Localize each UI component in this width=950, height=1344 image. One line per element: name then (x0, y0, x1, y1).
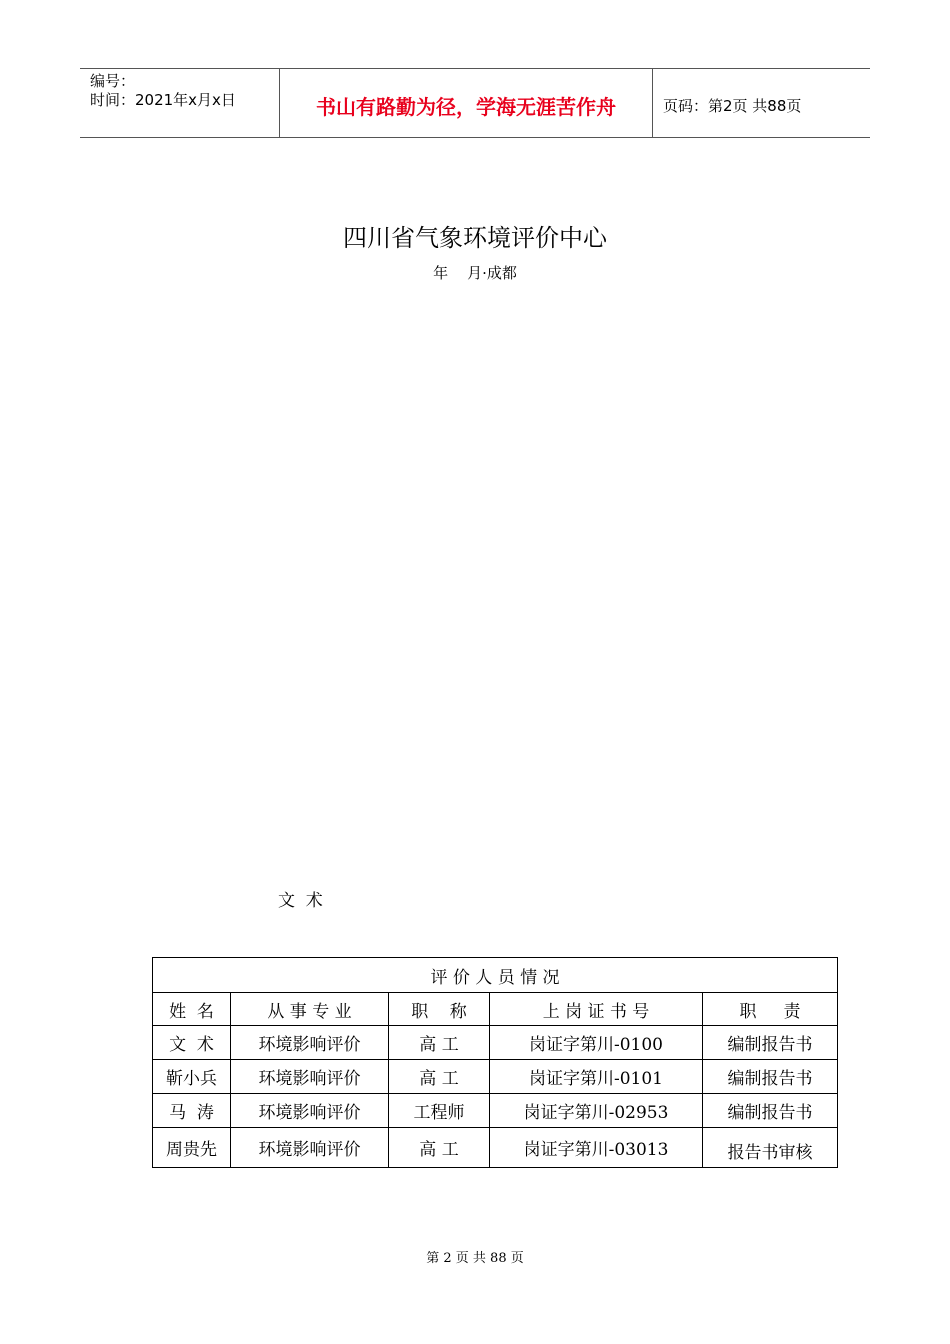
header-motto: 书山有路勤为径，学海无涯苦作舟 (280, 69, 653, 137)
col-header-title: 职 称 (389, 993, 490, 1026)
person-name: 文 术 (278, 891, 323, 911)
col-header-certificate: 上 岗 证 书 号 (490, 993, 703, 1026)
page-header (80, 68, 870, 138)
cell-specialty: 环境影响评价 (231, 1128, 389, 1168)
cell-specialty: 环境影响评价 (231, 1026, 389, 1060)
page-footer: 第 2 页 共 88 页 (426, 1251, 524, 1266)
staff-table (152, 957, 838, 1168)
header-time: 时间：2021年x月x日 (90, 91, 236, 109)
cell-duty: 编制报告书 (703, 1026, 838, 1060)
table-row (153, 1026, 838, 1060)
col-header-specialty: 从 事 专 业 (231, 993, 389, 1026)
cell-certificate: 岗证字第川-0101 (490, 1060, 703, 1094)
header-number: 编号： (90, 72, 136, 90)
col-header-duty: 职 责 (703, 993, 838, 1026)
cell-duty: 编制报告书 (703, 1060, 838, 1094)
cell-title: 高 工 (389, 1026, 490, 1060)
cell-name: 马 涛 (153, 1094, 231, 1128)
cell-duty: 编制报告书 (703, 1094, 838, 1128)
cell-specialty: 环境影响评价 (231, 1094, 389, 1128)
cell-title: 工程师 (389, 1094, 490, 1128)
organization-title: 四川省气象环境评价中心 (343, 224, 607, 252)
table-row (153, 1128, 838, 1168)
cell-certificate: 岗证字第川-03013 (490, 1128, 703, 1168)
col-header-name: 姓 名 (153, 993, 231, 1026)
cell-title: 高 工 (389, 1060, 490, 1094)
cell-duty: 报告书审核 (703, 1128, 838, 1168)
cell-title: 高 工 (389, 1128, 490, 1168)
staff-table-title: 评 价 人 员 情 况 (153, 958, 838, 993)
cell-name: 周贵先 (153, 1128, 231, 1168)
date-line: 年 月·成都 (433, 264, 517, 282)
cell-certificate: 岗证字第川-0100 (490, 1026, 703, 1060)
table-row (153, 1060, 838, 1094)
cell-name: 靳小兵 (153, 1060, 231, 1094)
table-row (153, 1094, 838, 1128)
cell-specialty: 环境影响评价 (231, 1060, 389, 1094)
header-meta (80, 69, 280, 137)
header-page-info: 页码：第2页 共88页 (663, 96, 802, 115)
cell-name: 文 术 (153, 1026, 231, 1060)
cell-certificate: 岗证字第川-02953 (490, 1094, 703, 1128)
